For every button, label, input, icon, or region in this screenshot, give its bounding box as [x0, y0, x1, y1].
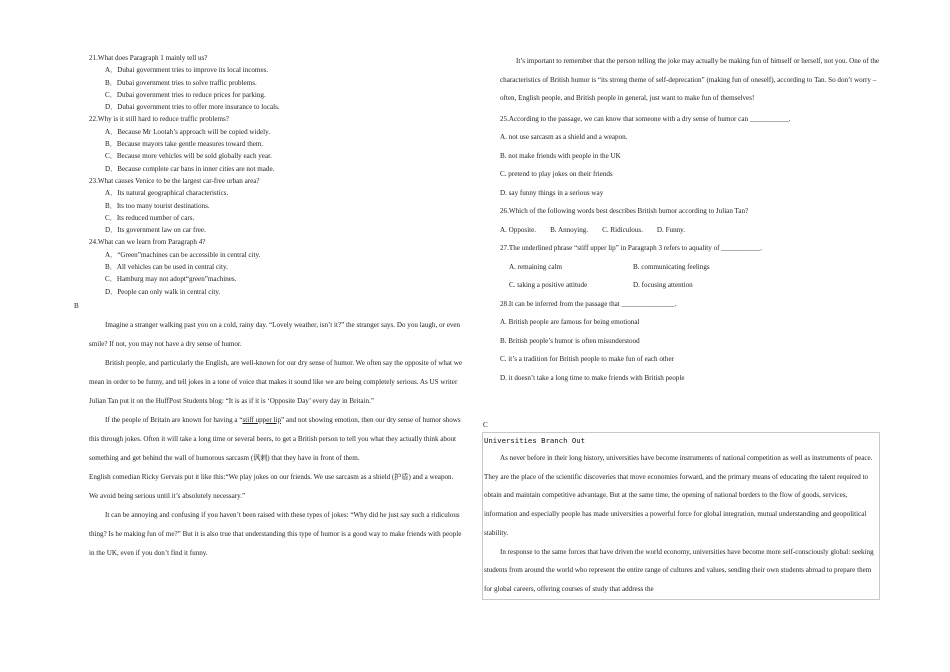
option-d: D．People can only walk in central city.	[105, 287, 221, 296]
question-22	[89, 113, 464, 174]
question-23	[89, 175, 464, 236]
question-26-options	[500, 221, 880, 240]
question-27-options-row-1	[500, 258, 880, 277]
option-a: A．Its natural geographical characteristics.	[105, 189, 229, 198]
question-26-stem: 26.Which of the following words best describes British humor according to Julian Tan?	[500, 207, 749, 215]
paragraph-text: ” and not showing emotion, then our dry sense of humor shows this through jokes. Often it will take a long time or several beers, to get a British person to tell you what they actually think about something and get behind the wall of humorous sarcasm (讽刺) that they have in front of them.	[89, 416, 461, 462]
option-b: B．All vehicles can be used in central city.	[105, 263, 228, 272]
passage-c-title: Universities Branch Out	[484, 436, 586, 445]
passage-b-paragraph-3	[89, 411, 464, 468]
option-b: B. not make friends with people in the UK	[500, 151, 621, 160]
option-d: D．Its government law on car free.	[105, 226, 206, 235]
option-d: D. it doesn’t take a long time to make friends with British people	[500, 373, 685, 382]
option-a: A. not use sarcasm as a shield and a weapon.	[500, 133, 628, 141]
option-a: A. British people are famous for being emotional	[500, 318, 640, 326]
option-b: B. communicating feelings	[633, 262, 710, 271]
option-a: A. Opposite.	[500, 225, 537, 234]
option-c: C. pretend to play jokes on their friends	[500, 170, 613, 178]
question-stem: 21.What does Paragraph 1 mainly tell us?	[89, 54, 208, 62]
option-a: A．Because Mr Lootah’s approach will be copied widely.	[105, 127, 271, 136]
passage-b	[89, 316, 464, 563]
underlined-phrase: stiff upper lip	[242, 416, 281, 424]
passage-b-paragraph-2: British people, and particularly the English, are well-known for our dry sense of humor. We often say the opposite of what we mean in order to be funny, and tell jokes in a tone of voice that makes it sound like we are being completely serious. As US writer Julian Tan put it on the HuffPost Students blog: “It is as if it is ‘Opposite Day’ every day in Britain.”	[89, 359, 463, 405]
option-c: C．Its reduced number of cars.	[105, 213, 195, 222]
option-b: B. British people’s humor is often misunderstood	[500, 336, 640, 345]
passage-c-paragraph-2: In response to the same forces that have driven the world economy, universities have become more self-consciously global: seeking students from around the world who represent the entire range of cultures and values, sending their own students abroad to prepare them for global careers, offering courses of study that address the	[484, 547, 874, 593]
option-b: B．Its too many tourist destinations.	[105, 201, 210, 210]
question-stem: 22.Why is it still hard to reduce traffic problems?	[89, 115, 229, 124]
passage-c-body	[483, 445, 879, 599]
question-27-options-row-2	[500, 276, 880, 295]
option-b: B. Annoying.	[550, 225, 589, 234]
question-21	[89, 52, 464, 113]
option-c: C. it’s a tradition for British people to make fun of each other	[500, 355, 674, 363]
question-stem: 24.What can we learn from Paragraph 4?	[89, 238, 206, 247]
option-c: C. Ridiculous.	[602, 225, 643, 234]
option-b: B．Dubai government tries to solve traffic problems.	[105, 78, 257, 87]
option-d: D. say funny things in a serious way	[500, 188, 604, 197]
passage-b-paragraph-1: Imagine a stranger walking past you on a cold, rainy day. “Lovely weather, isn’t it?” the stranger says. Do you laugh, or even smile? If not, you may not have a dry sense of humor.	[89, 321, 461, 348]
passage-b-paragraph-4: English comedian Ricky Gervais put it like this:“We play jokes on our friends. We use sarcasm as a shield (护盾) and a weapon. We avoid being serious until it’s absolutely necessary.”	[89, 473, 454, 500]
option-d: D. Funny.	[656, 225, 686, 234]
option-d: D．Dubai government tries to offer more insurance to locals.	[105, 103, 280, 112]
option-c: C．Hamburg may not adopt“green”machines.	[105, 275, 237, 284]
option-c: C．Because more vehicles will be sold globally each year.	[105, 152, 272, 161]
passage-c-box	[482, 432, 880, 600]
passage-b-paragraph-5: It can be annoying and confusing if you haven’t been raised with these types of jokes: “Why did he just say such a ridiculous thing? Is he making fun of me?” But it is also true that understanding this type of humor is a good way to make friends with people in the UK, even if you don’t find it funny.	[89, 511, 462, 557]
left-column	[89, 52, 464, 298]
passage-c-paragraph-1: As never before in their long history, universities have become instruments of national competition as well as instruments of peace. They are the place of the scientific discoveries that move economies forward, and the primary means of educating the talent required to obtain and maintain competitive advantage. But at the same time, the opening of national borders to the flow of goods, services, information and especially people has made universities a powerful force for global integration, mutual understanding and geopolitical stability.	[484, 454, 873, 537]
question-28-stem: 28.It can be inferred from the passage that _______________.	[500, 299, 677, 308]
section-b-label: B	[74, 302, 79, 310]
option-a: A. remaining calm	[509, 262, 562, 271]
question-27-stem: 27.The underlined phrase “stiff upper lip” in Paragraph 3 refers to aquality of ___________.	[500, 244, 763, 252]
section-c-label: C	[483, 421, 488, 429]
option-c: C. taking a positive attitude	[509, 281, 588, 289]
question-25-stem: 25.According to the passage, we can know that someone with a dry sense of humor can ___________.	[500, 114, 791, 123]
option-a: A．“Green”machines can be accessible in central city.	[105, 250, 261, 259]
passage-b-paragraph-6: It’s important to remember that the person telling the joke may actually be making fun of himself or herself, not you. One of the characteristics of British humor is “its strong theme of self-deprecation” (making fun of oneself), according to Tan. So don’t worry –often, English people, and British people in general, just want to make fun of themselves!	[500, 57, 880, 102]
question-24	[89, 236, 464, 297]
question-stem: 23.What causes Venice to be the largest car-free urban area?	[89, 176, 260, 185]
option-a: A．Dubai government tries to improve its local incomes.	[105, 66, 269, 75]
option-d: D．Because complete car bans in inner cities are not made.	[105, 164, 275, 173]
option-c: C．Dubai government tries to reduce prices for parking.	[105, 90, 266, 99]
right-column	[500, 52, 880, 387]
option-b: B．Because mayors take gentle measures toward them.	[105, 140, 264, 149]
option-d: D. focusing attention	[633, 281, 693, 289]
paragraph-text: If the people of Britain are known for having a “	[105, 416, 243, 424]
